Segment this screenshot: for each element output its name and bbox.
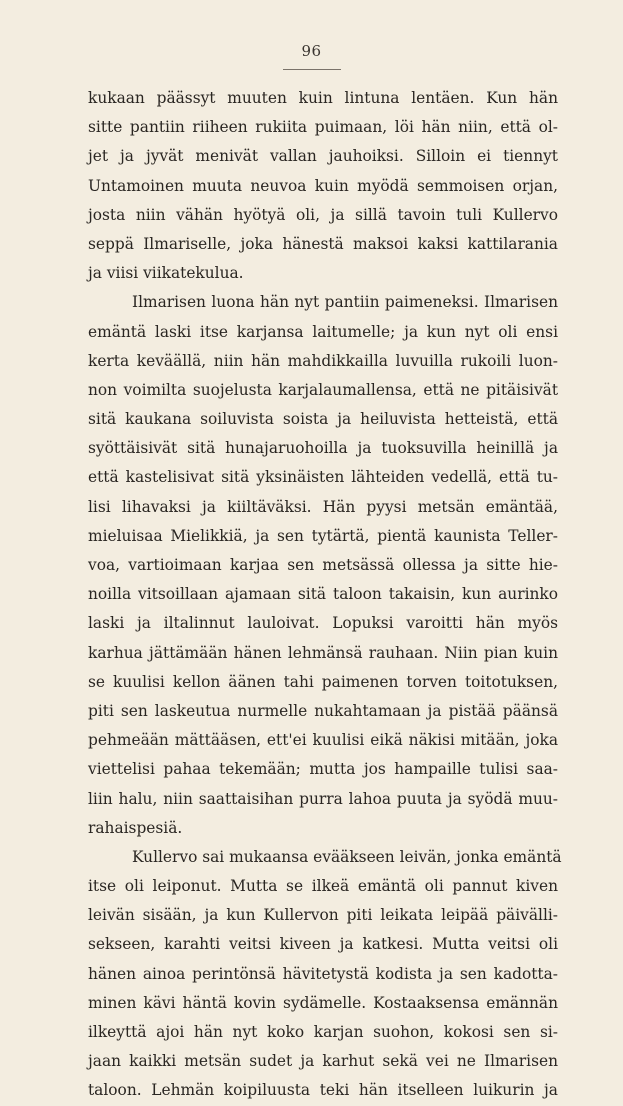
text-line: se kuulisi kellon äänen tahi paimenen torven toitotuksen, (88, 672, 558, 691)
text-line: emäntä laski itse karjansa laitumelle; ja kun nyt oli ensi (88, 322, 558, 341)
text-line: viettelisi pahaa tekemään; mutta jos hampaille tulisi saa- (88, 760, 558, 779)
page-number: 96 (301, 42, 322, 60)
text-line: non voimilta suojelusta karjalaumallensa, että ne pitäisivät (88, 380, 558, 399)
text-line: rahaispesiä. (88, 818, 183, 837)
text-line: liin halu, niin saattaisihan purra lahoa puuta ja syödä muu- (88, 789, 558, 808)
text-line: pehmeään mättääsen, ett'ei kuulisi eikä näkisi mitään, joka (88, 731, 558, 750)
text-line: mieluisaa Mielikkiä, ja sen tytärtä, pientä kaunista Teller- (88, 526, 558, 545)
text-line: Kullervo sai mukaansa evääkseen leivän, jonka emäntä (132, 847, 562, 866)
body-text (88, 84, 562, 1106)
text-line: noilla vitsoillaan ajamaan sitä taloon takaisin, kun aurinko (88, 585, 558, 604)
text-line: laski ja iltalinnut lauloivat. Lopuksi varoitti hän myös (88, 614, 558, 633)
text-line: sekseen, karahti veitsi kiveen ja katkesi. Mutta veitsi oli (88, 935, 558, 954)
text-line: sitte pantiin riiheen rukiita puimaan, löi hän niin, että ol- (88, 118, 558, 137)
text-line: seppä Ilmariselle, joka hänestä maksoi kaksi kattilarania (88, 234, 558, 253)
text-line: jet ja jyvät menivät vallan jauhoiksi. Silloin ei tiennyt (88, 147, 558, 166)
text-line: syöttäisivät sitä hunajaruohoilla ja tuoksuvilla heinillä ja (88, 439, 558, 458)
text-line: itse oli leiponut. Mutta se ilkeä emäntä oli pannut kiven (88, 877, 558, 896)
text-line: Ilmarisen luona hän nyt pantiin paimeneksi. Ilmarisen (132, 293, 558, 312)
text-line: voa, vartioimaan karjaa sen metsässä ollessa ja sitte hie- (88, 556, 558, 574)
text-line: jaan kaikki metsän sudet ja karhut sekä vei ne Ilmarisen (88, 1052, 558, 1071)
header-rule (283, 69, 341, 70)
text-line: piti sen laskeutua nurmelle nukahtamaan ja pistää päänsä (88, 701, 558, 720)
text-line: karhua jättämään hänen lehmänsä rauhaan. Niin pian kuin (88, 643, 558, 662)
text-line: Untamoinen muuta neuvoa kuin myödä semmoisen orjan, (88, 176, 558, 195)
text-line: ja viisi viikatekulua. (88, 264, 244, 283)
text-line: minen kävi häntä kovin sydämelle. Kostaaksensa emännän (88, 993, 558, 1012)
text-line: josta niin vähän hyötyä oli, ja sillä tavoin tuli Kullervo (88, 205, 558, 224)
text-line: kerta keväällä, niin hän mahdikkailla luvuilla rukoili luon- (88, 351, 558, 370)
text-line: taloon. Lehmän koipiluusta teki hän itselleen luikurin ja (88, 1081, 558, 1100)
text-line: lisi lihavaksi ja kiiltäväksi. Hän pyysi metsän emäntää, (88, 497, 558, 516)
text-line: ilkeyttä ajoi hän nyt koko karjan suohon, kokosi sen si- (88, 1023, 558, 1041)
text-line: kukaan päässyt muuten kuin lintuna lentäen. Kun hän (88, 89, 558, 107)
text-line: että kastelisivat sitä yksinäisten lähteiden vedellä, että tu- (88, 468, 558, 487)
text-line: sitä kaukana soiluvista soista ja heiluvista hetteistä, että (88, 410, 558, 429)
text-line: leivän sisään, ja kun Kullervon piti leikata leipää päivälli- (88, 906, 558, 925)
text-line: hänen ainoa perintönsä hävitetystä kodista ja sen kadotta- (88, 964, 558, 983)
